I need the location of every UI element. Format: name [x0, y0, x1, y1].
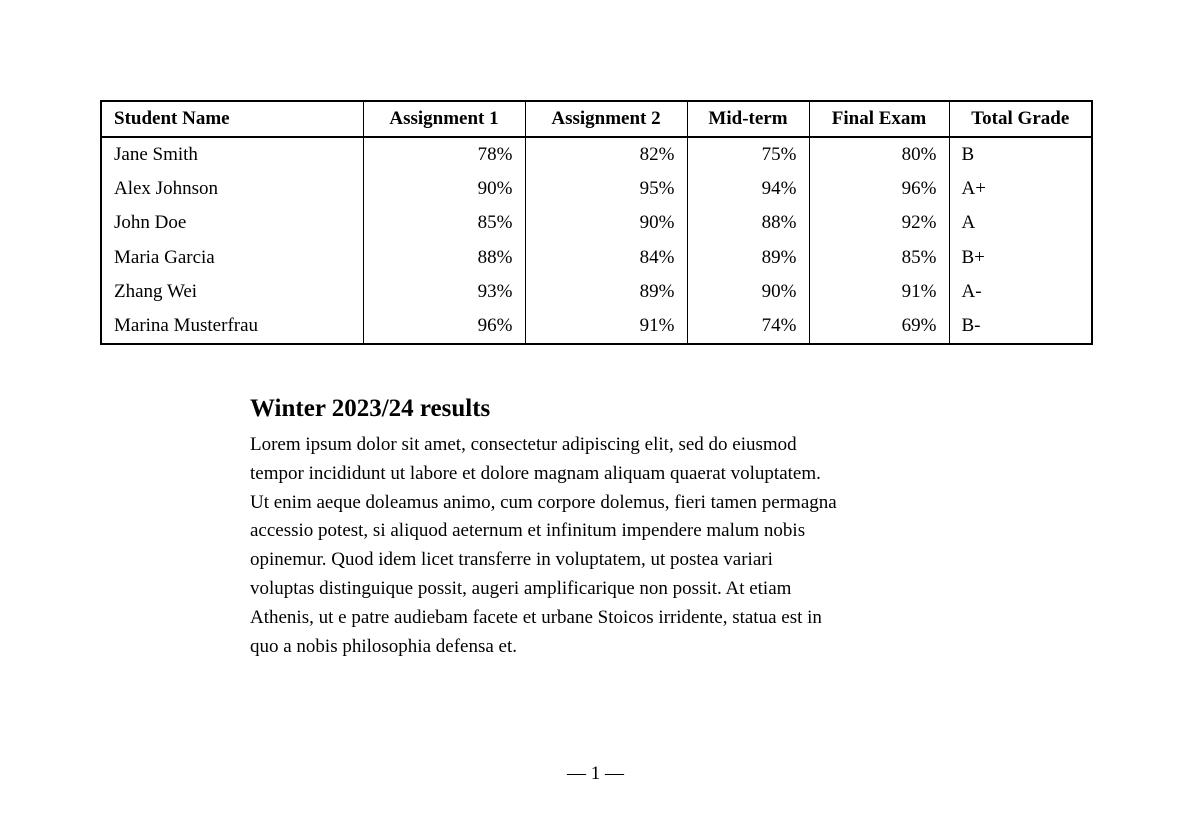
- table-cell: 85%: [363, 206, 525, 240]
- table-cell: 80%: [809, 137, 949, 172]
- table-cell: 69%: [809, 309, 949, 344]
- body-text-line: accessio potest, si aliquod aeternum et infinitum impendere malum nobis: [250, 520, 806, 542]
- column-header: Final Exam: [809, 101, 949, 137]
- table-cell: B: [949, 137, 1092, 172]
- table-cell: 82%: [525, 137, 687, 172]
- column-header: Student Name: [101, 101, 363, 137]
- grades-table-header: [101, 101, 1092, 137]
- header-row: [101, 101, 1092, 137]
- table-cell: B+: [949, 241, 1092, 275]
- table-row: [101, 309, 1092, 344]
- table-cell: 85%: [809, 241, 949, 275]
- column-header: Assignment 1: [363, 101, 525, 137]
- table-cell: 93%: [363, 275, 525, 309]
- section-body: [250, 431, 970, 661]
- column-header: Assignment 2: [525, 101, 687, 137]
- table-row: [101, 137, 1092, 172]
- results-section: [250, 394, 970, 661]
- table-cell: 74%: [687, 309, 809, 344]
- table-cell: 88%: [363, 241, 525, 275]
- table-cell: 96%: [363, 309, 525, 344]
- table-cell: 94%: [687, 172, 809, 206]
- table-cell: 84%: [525, 241, 687, 275]
- table-cell: 91%: [809, 275, 949, 309]
- column-header: Total Grade: [949, 101, 1092, 137]
- table-cell: Maria Garcia: [114, 246, 215, 268]
- table-cell: B-: [949, 309, 1092, 344]
- page-number: — 1 —: [567, 763, 624, 784]
- table-cell: 75%: [687, 137, 809, 172]
- section-title: Winter 2023/24 results: [250, 395, 491, 422]
- table-row: [101, 241, 1092, 275]
- body-text-line: opinemur. Quod idem licet transferre in voluptatem, ut postea variari: [250, 549, 773, 571]
- body-text-line: Ut enim aeque doleamus animo, cum corpore dolemus, fieri tamen permagna: [250, 491, 837, 513]
- table-cell: 90%: [687, 275, 809, 309]
- table-cell: 92%: [809, 206, 949, 240]
- table-cell: 95%: [525, 172, 687, 206]
- grades-table-body: [101, 137, 1092, 344]
- table-cell: 78%: [363, 137, 525, 172]
- body-text-line: Lorem ipsum dolor sit amet, consectetur adipiscing elit, sed do eiusmod: [250, 434, 797, 455]
- column-header: Mid-term: [687, 101, 809, 137]
- table-cell: Alex Johnson: [114, 178, 218, 200]
- table-cell: 89%: [525, 275, 687, 309]
- table-cell: Jane Smith: [114, 144, 198, 166]
- table-cell: 96%: [809, 172, 949, 206]
- table-cell: 90%: [363, 172, 525, 206]
- body-text-line: Athenis, ut e patre audiebam facete et urbane Stoicos irridente, statua est in: [250, 606, 822, 628]
- grades-table-container: [100, 100, 1093, 345]
- table-cell: A: [949, 206, 1092, 240]
- body-text-line: tempor incididunt ut labore et dolore magnam aliquam quaerat voluptatem.: [250, 462, 821, 484]
- table-cell: A-: [949, 275, 1092, 309]
- table-row: [101, 275, 1092, 309]
- grades-table: [100, 100, 1093, 345]
- table-cell: 88%: [687, 206, 809, 240]
- table-row: [101, 172, 1092, 206]
- table-cell: John Doe: [114, 212, 187, 234]
- body-text-line: voluptas distinguique possit, augeri amplificarique non possit. At etiam: [250, 577, 792, 599]
- table-cell: 91%: [525, 309, 687, 344]
- table-row: [101, 206, 1092, 240]
- table-cell: A+: [949, 172, 1092, 206]
- body-text-line: quo a nobis philosophia defensa et.: [250, 635, 518, 657]
- table-cell: 90%: [525, 206, 687, 240]
- table-cell: 89%: [687, 241, 809, 275]
- table-cell: Marina Musterfrau: [114, 315, 259, 337]
- table-cell: Zhang Wei: [114, 280, 198, 302]
